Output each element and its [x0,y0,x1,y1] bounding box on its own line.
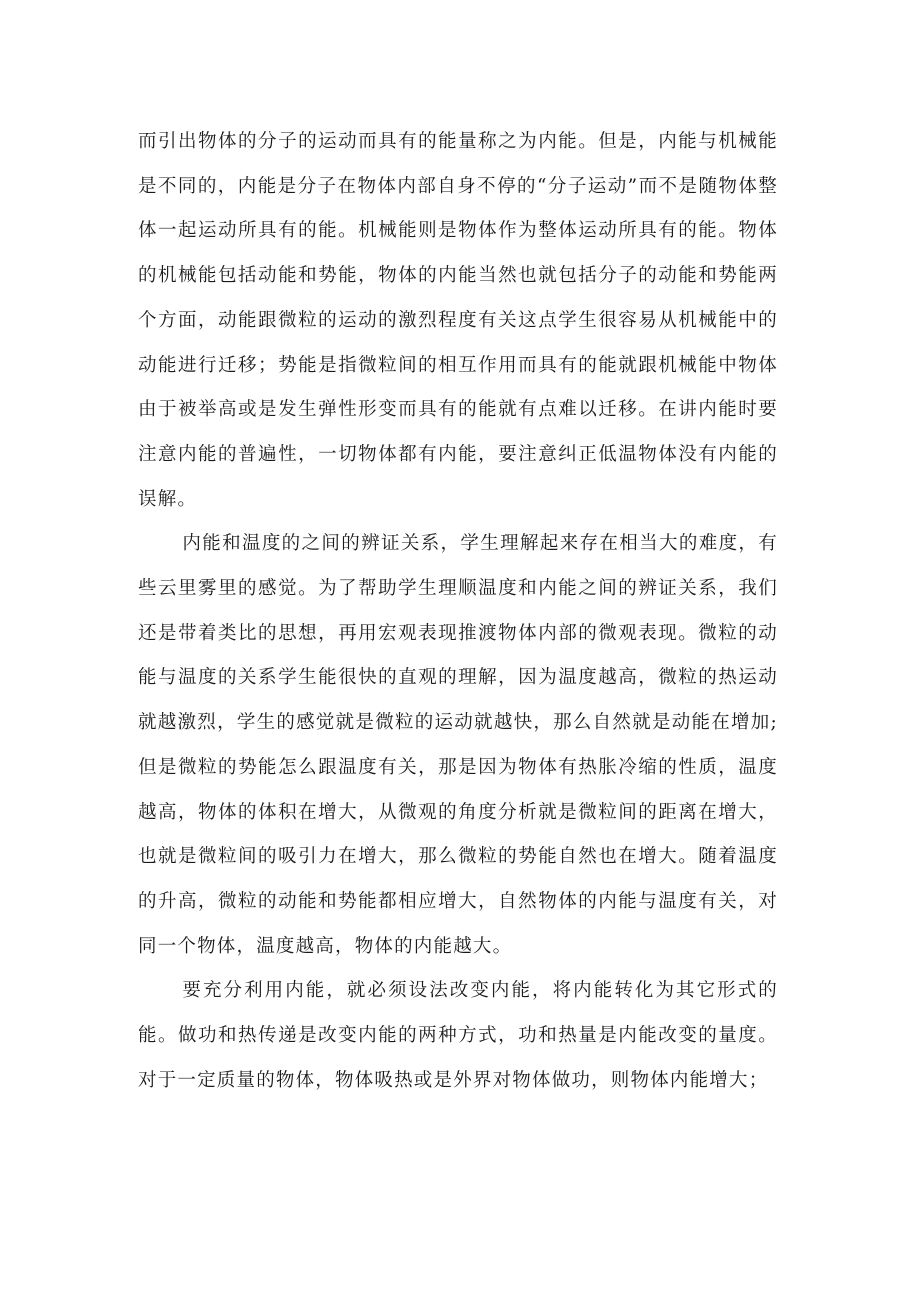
paragraph-2: 内能和温度的之间的辨证关系，学生理解起来存在相当大的难度，有些云里雾里的感觉。为了帮助学生理顺温度和内能之间的辨证关系，我们还是带着类比的思想，再用宏观表现推渡物体内部的微观表现。微粒的动能与温度的关系学生能很快的直观的理解，因为温度越高，微粒的热运动就越激烈，学生的感觉就是微粒的运动就越快，那么自然就是动能在增加;但是微粒的势能怎么跟温度有关，那是因为物体有热胀冷缩的性质，温度越高，物体的体积在增大，从微观的角度分析就是微粒间的距离在增大，也就是微粒间的吸引力在增大，那么微粒的势能自然也在增大。随着温度的升高，微粒的动能和势能都相应增大，自然物体的内能与温度有关，对同一个物体，温度越高，物体的内能越大。 [138,533,778,957]
body-text [138,120,778,1103]
paragraph-3: 要充分利用内能，就必须设法改变内能，将内能转化为其它形式的能。做功和热传递是改变内能的两种方式，功和热量是内能改变的量度。对于一定质量的物体，物体吸热或是外界对物体做功，则物体内能增大； [138,980,778,1091]
paragraph-1: 而引出物体的分子的运动而具有的能量称之为内能。但是，内能与机械能是不同的，内能是分子在物体内部自身不停的“分子运动”而不是随物体整体一起运动所具有的能。机械能则是物体作为整体运动所具有的能。物体的机械能包括动能和势能，物体的内能当然也就包括分子的动能和势能两个方面，动能跟微粒的运动的激烈程度有关这点学生很容易从机械能中的动能进行迁移；势能是指微粒间的相互作用而具有的能就跟机械能中物体由于被举高或是发生弹性形变而具有的能就有点难以迁移。在讲内能时要注意内能的普遍性，一切物体都有内能，要注意纠正低温物体没有内能的误解。 [138,131,778,510]
